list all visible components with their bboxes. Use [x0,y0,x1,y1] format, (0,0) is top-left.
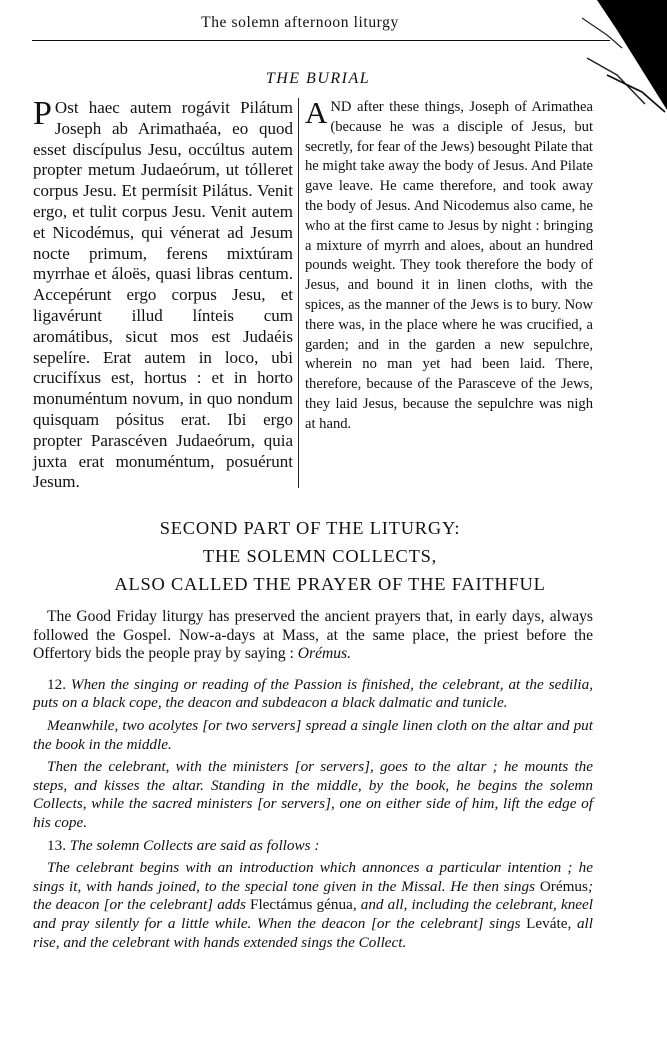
rubric-final-oremus: Orémus [539,877,588,895]
running-head: The solemn afternoon liturgy [201,14,399,31]
header-rule [32,40,610,41]
rubric-final-d: , all rise, and the celebrant with hands extended sings the Collect. [33,914,593,951]
rubric-final-a: The celebrant begins with an introduction which annonces a particular intention ; he sings it, with hands joined, to the special tone given in the Missal. He then sings [33,859,593,895]
intro-paragraph [33,608,593,664]
latin-body: Ost haec autem rogávit Pilátum Joseph ab Arimathaéa, eo quod esset discípulus Jesu, occúltus autem propter metum Judaeórum, ut tólleret corpus Jesu. Et permísit Pilátus. Venit ergo, et tulit corpus Jesu. Venit autem et Nicodémus, qui vénerat ad Jesum nocte primum, ferens mixtúram myrrhae et áloës, quasi libras centum. Accepérunt ergo corpus Jesu, et ligavérunt illud línteis cum aromátibus, sicut mos est Judaéis sepelíre. Erat autem in loco, ubi crucifíxus est, hortus : et in horto monuméntum novum, in quo nondum quisquam pósitus erat. Ibi ergo propter Parascéven Judaeórum, quia juxta erat monuméntum, posuérunt Jesum. [33,98,293,492]
second-part-heading-line3: ALSO CALLED THE PRAYER OF THE FAITHFUL [114,574,546,594]
english-drop-cap: A [305,95,328,130]
english-text-column [305,95,593,435]
rubric-13-number: 13. [47,836,66,854]
collects-body [33,608,593,956]
rubric-12-number: 12. [47,675,66,693]
rubric-meanwhile: Meanwhile, two acolytes [or two servers] spread a single linen cloth on the altar and put the book in the middle. [33,716,593,753]
latin-paragraph [33,95,293,493]
second-part-heading-line1: SECOND PART OF THE LITURGY: [159,518,461,538]
rubric-final-b: ; the deacon [or the celebrant] adds [33,877,593,914]
latin-drop-cap: P [33,95,52,132]
second-part-heading-line2: THE SOLEMN COLLECTS, [202,546,438,566]
rubric-final-c: , and all, including the celebrant, kneel and pray silently for a little while. When the deacon [or the celebrant] sings [33,896,593,932]
rubric-then: Then the celebrant, with the ministers [or servers], goes to the altar ; he mounts the steps, and kisses the altar. Standing in the middle, by the book, he begins the solemn Collects, while the sacred ministers [or servers], one on either side of him, lift the edge of his cope. [33,758,593,831]
latin-text-column [33,95,293,493]
rubric-12-text: When the singing or reading of the Passion is finished, the celebrant, at the sedilia, puts on a black cope, the deacon and subdeacon a black dalmatic and tunicle. [33,675,593,712]
rubric-final [33,859,593,952]
intro-oremus: Orémus. [297,645,352,663]
rubric-final-flectamus: Flectámus génua [250,896,353,914]
intro-text: The Good Friday liturgy has preserved the ancient prayers that, in early days, always followed the Gospel. Now-a-days at Mass, at the same place, the priest before the Offertory bids the people pray by saying : [33,608,593,663]
rubric-13-text: The solemn Collects are said as follows : [65,836,320,854]
rubric-13 [33,837,593,856]
rubric-final-levate: Leváte [526,914,568,932]
column-divider [298,98,299,488]
rubric-12 [33,676,593,713]
english-body: ND after these things, Joseph of Arimathea (because he was a disciple of Jesus, but secretly, for fear of the Jews) besought Pilate that he might take away the body of Jesus. And Pilate gave leave. He came therefore, and took away the body of Jesus. And Nicodemus also came, he who at the first came to Jesus by night : bringing a mixture of myrrh and aloes, about an hundred pounds weight. They took therefore the body of Jesus, and bound it in linen cloths, with the spices, as the manner of the Jews is to bury. Now there was, in the place where he was crucified, a garden; and in the garden a new sepulchre, wherein no man yet had been laid. There, therefore, because of the Parasceve of the Jews, they laid Jesus, because the sepulchre was nigh at hand. [305,99,593,432]
english-paragraph [305,95,593,435]
section-title-burial: THE BURIAL [265,70,371,87]
